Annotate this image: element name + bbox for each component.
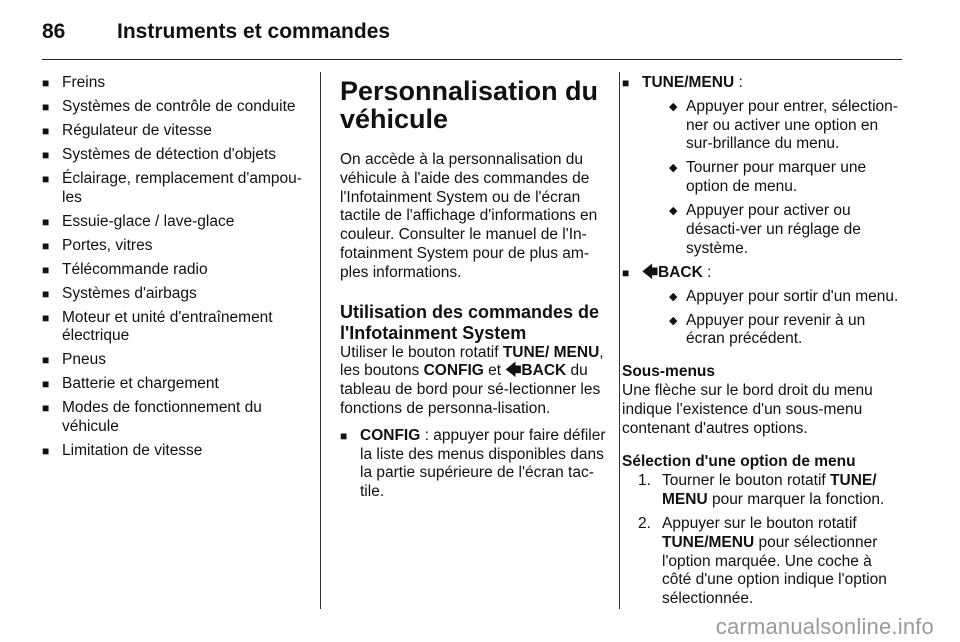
submenus-paragraph: Une flèche sur le bord droit du menu indique l'existence d'un sous-menu contenant d'autres options. bbox=[622, 382, 873, 437]
step-number: 2. bbox=[638, 515, 651, 533]
intro-paragraph: On accède à la personnalisation du véhicule à l'aide des commandes de l'Infotainment System ou de l'écran tactile de l'affichage d'informations en couleur. Consulter le manuel de l'In-fotainment System pour de plus am-ples informations. bbox=[340, 151, 598, 281]
config-control-name: CONFIG bbox=[423, 362, 484, 380]
usage-text-3: et bbox=[483, 362, 506, 380]
usage-text-2: , les boutons bbox=[340, 343, 604, 380]
config-description: : appuyer pour faire défiler la liste des menus disponibles dans la partie supérieure de l'écran tac-tile. bbox=[360, 426, 606, 501]
subsection-heading: Utilisation des commandes de l'Infotainment System bbox=[340, 301, 600, 343]
tune-menu-colon: : bbox=[734, 74, 743, 91]
tune-menu-label: TUNE/MENU bbox=[642, 74, 735, 91]
step-control-name: TUNE/MENU bbox=[662, 533, 755, 551]
column-divider-left bbox=[320, 72, 321, 609]
left-column bbox=[42, 74, 310, 466]
step-text: pour marquer la fonction. bbox=[707, 491, 885, 509]
section-heading: Personnalisation du véhicule bbox=[340, 76, 599, 134]
list-item: ■ Modes de fonctionnement du véhicule bbox=[42, 399, 310, 437]
step-item bbox=[622, 515, 902, 609]
list-item: ■ Éclairage, remplacement d'ampou-les bbox=[42, 170, 310, 208]
back-actions bbox=[666, 288, 902, 350]
list-item: ■ Télécommande radio bbox=[42, 261, 310, 280]
submenus-title: Sous-menus bbox=[622, 363, 716, 381]
step-text: Tourner le bouton rotatif bbox=[662, 472, 831, 490]
list-item: ■ Essuie-glace / lave-glace bbox=[42, 213, 310, 232]
watermark: carmanualsonline.info bbox=[715, 614, 934, 639]
list-item: ■ Systèmes de contrôle de conduite bbox=[42, 98, 310, 117]
step-text: pour sélectionner l'option marquée. Une coche à côté d'une option indique l'option sélectionnée. bbox=[662, 533, 887, 608]
list-item: ◆ Appuyer pour entrer, sélection-ner ou activer une option en sur-brillance du menu. bbox=[666, 98, 902, 154]
tune-menu-control-name: TUNE/ MENU bbox=[502, 343, 600, 361]
list-item: ■ Moteur et unité d'entraînement électrique bbox=[42, 309, 310, 347]
right-column bbox=[622, 74, 902, 614]
middle-column bbox=[340, 74, 608, 507]
back-control-name: 🡄BACK bbox=[505, 362, 567, 380]
page-number: 86 bbox=[42, 20, 66, 43]
usage-text-4: du tableau de bord pour sé-lectionner les fonctions de personna-lisation. bbox=[340, 362, 601, 417]
config-item bbox=[340, 427, 608, 502]
step-control-name: TUNE/ MENU bbox=[662, 472, 877, 509]
config-label: CONFIG bbox=[360, 426, 421, 444]
topic-list bbox=[42, 74, 310, 461]
back-item bbox=[622, 264, 902, 349]
list-item: ■ Régulateur de vitesse bbox=[42, 122, 310, 141]
step-item bbox=[622, 472, 902, 510]
list-item: ■ Systèmes de détection d'objets bbox=[42, 146, 310, 165]
usage-text-1: Utiliser le bouton rotatif bbox=[340, 343, 503, 361]
usage-paragraph bbox=[340, 344, 608, 419]
page-title: Instruments et commandes bbox=[117, 20, 391, 43]
config-list bbox=[340, 427, 608, 502]
header-rule bbox=[42, 59, 902, 60]
list-item: ◆ Appuyer pour sortir d'un menu. bbox=[666, 288, 902, 307]
list-item: ■ Freins bbox=[42, 74, 310, 93]
list-item: ■ Limitation de vitesse bbox=[42, 442, 310, 461]
control-list bbox=[622, 74, 902, 349]
list-item: ■ Batterie et chargement bbox=[42, 375, 310, 394]
list-item: ■ Systèmes d'airbags bbox=[42, 285, 310, 304]
list-item: ◆ Appuyer pour revenir à un écran précédent. bbox=[666, 312, 902, 350]
back-label: 🡄BACK bbox=[642, 263, 703, 281]
step-number: 1. bbox=[638, 472, 651, 490]
list-item: ◆ Appuyer pour activer ou désacti-ver un réglage de système. bbox=[666, 202, 902, 258]
step-text: Appuyer sur le bouton rotatif bbox=[662, 515, 857, 533]
list-item: ■ Portes, vitres bbox=[42, 237, 310, 256]
page-header bbox=[42, 20, 902, 60]
column-divider-right bbox=[619, 72, 620, 609]
back-colon: : bbox=[702, 263, 712, 281]
list-item: ◆ Tourner pour marquer une option de menu. bbox=[666, 159, 902, 197]
tune-menu-item bbox=[622, 74, 902, 259]
selection-steps bbox=[622, 472, 902, 609]
tune-menu-actions bbox=[666, 98, 902, 259]
list-item: ■ Pneus bbox=[42, 351, 310, 370]
selection-title: Sélection d'une option de menu bbox=[622, 453, 856, 471]
